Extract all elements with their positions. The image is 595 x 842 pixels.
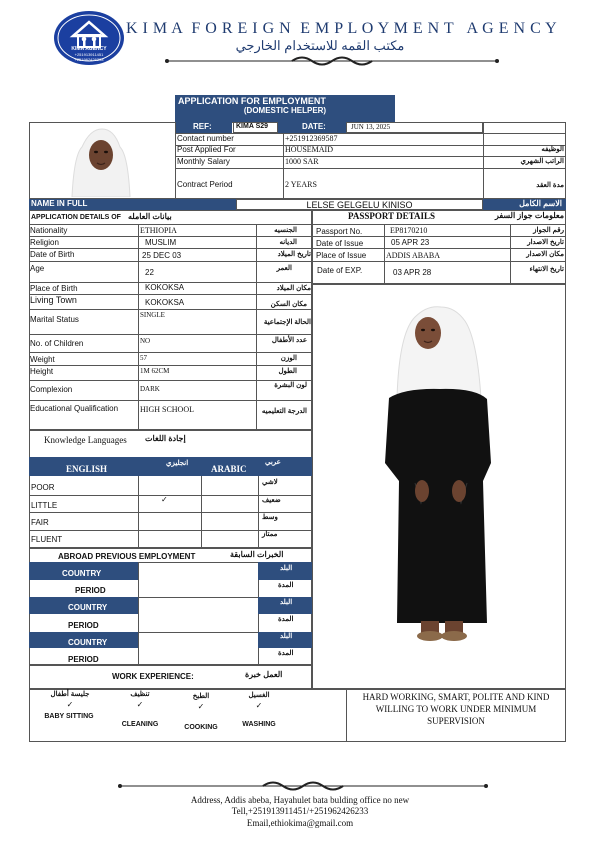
contract-label: Contract Period bbox=[177, 180, 233, 189]
complexion-arabic: لون البشرة bbox=[274, 382, 307, 389]
children-label: No. of Children bbox=[30, 339, 84, 348]
education-label: Educational Qualification bbox=[30, 404, 119, 413]
agency-name: K I M A F O R E I G N E M P L O Y M E N T A G E N C Y bbox=[126, 20, 558, 37]
issue-place-arabic: مكان الاصدار bbox=[526, 251, 564, 258]
skill-babysitting-label: BABY SITTING bbox=[44, 713, 94, 720]
date-label: DATE: bbox=[278, 122, 346, 133]
contract-value: 2 YEARS bbox=[285, 180, 317, 189]
passport-title: PASSPORT DETAILS bbox=[348, 211, 435, 221]
abroad-period-1: PERIOD bbox=[75, 586, 106, 595]
level-fair-arabic: وسط bbox=[262, 514, 278, 521]
abroad-period-1-ar: المدة bbox=[278, 582, 294, 589]
details-section-arabic: بيانات العامله bbox=[128, 212, 172, 221]
pob-value: KOKOKSA bbox=[145, 283, 185, 292]
height-arabic: الطول bbox=[278, 368, 297, 375]
complexion-value: DARK bbox=[140, 385, 160, 393]
pob-label: Place of Birth bbox=[30, 284, 78, 293]
name-arabic: الاسم الكامل bbox=[483, 199, 566, 210]
logo-phone-2: +251962426233 bbox=[74, 57, 104, 62]
complexion-label: Complexion bbox=[30, 385, 73, 394]
level-little-label: LITTLE bbox=[31, 501, 58, 510]
abroad-period-2-ar: المدة bbox=[278, 616, 294, 623]
nationality-label: Nationality bbox=[30, 226, 68, 235]
abroad-country-3-ar: البلد bbox=[280, 633, 293, 640]
age-arabic: العمر bbox=[276, 265, 292, 272]
post-value: HOUSEMAID bbox=[285, 145, 333, 154]
salary-value: 1000 SAR bbox=[285, 157, 319, 166]
dob-value: 25 DEC 03 bbox=[142, 251, 182, 260]
town-value: KOKOKSA bbox=[145, 298, 185, 307]
skill-babysitting-arabic: جليسة أطفال bbox=[50, 691, 90, 698]
age-label: Age bbox=[30, 264, 45, 273]
logo-text: KIMA AGENCY bbox=[71, 46, 107, 52]
skill-cleaning-label: CLEANING bbox=[121, 721, 159, 728]
experience-title: WORK EXPERIENCE: bbox=[112, 672, 194, 681]
abroad-country-2-ar: البلد bbox=[280, 599, 293, 606]
name-label: NAME IN FULL bbox=[29, 199, 236, 210]
issue-date-arabic: تاريخ الاصدار bbox=[527, 239, 564, 246]
issue-place-value: ADDIS ABABA bbox=[386, 251, 441, 260]
title-line2: (DOMESTIC HELPER) bbox=[243, 106, 327, 115]
nationality-value: ETHIOPIA bbox=[140, 226, 177, 235]
post-arabic: الوظيفه bbox=[541, 146, 564, 153]
pob-arabic: مكان الميلاد bbox=[276, 285, 311, 292]
ref-label: REF: bbox=[175, 122, 232, 133]
skill-cooking-check: ✓ bbox=[197, 702, 205, 711]
height-label: Height bbox=[30, 367, 54, 376]
religion-value: MUSLIM bbox=[145, 238, 177, 247]
english-label: ENGLISH bbox=[66, 464, 108, 474]
remarks-text: HARD WORKING, SMART, POLITE AND KIND WILLING TO WORK UNDER MINIMUM SUPERVISION bbox=[362, 692, 550, 726]
religion-label: Religion bbox=[30, 238, 59, 247]
abroad-country-1: COUNTRY bbox=[62, 569, 102, 578]
passport-no-value: EP8170210 bbox=[390, 226, 428, 235]
application-title bbox=[175, 95, 395, 122]
abroad-country-1-ar: البلد bbox=[280, 565, 293, 572]
skill-washing-label: WASHING bbox=[242, 721, 276, 728]
arabic-arabic: عربي bbox=[265, 459, 281, 466]
contract-arabic: مدة العقد bbox=[536, 182, 564, 189]
level-little-arabic: ضعيف bbox=[262, 497, 281, 504]
skill-cleaning-check: ✓ bbox=[136, 700, 144, 709]
expiry-label: Date of EXP. bbox=[317, 266, 363, 275]
dob-label: Date of Birth bbox=[30, 250, 75, 259]
issue-place-label: Place of Issue bbox=[316, 251, 367, 260]
salary-label: Monthly Salary bbox=[177, 157, 230, 166]
passport-no-label: Passport No. bbox=[316, 227, 363, 236]
abroad-period-2: PERIOD bbox=[68, 621, 99, 630]
weight-label: Weight bbox=[30, 355, 55, 364]
skill-washing-check: ✓ bbox=[255, 701, 263, 710]
title-line1: APPLICATION FOR EMPLOYMENT bbox=[178, 96, 326, 106]
marital-value: SINGLE bbox=[140, 311, 165, 319]
arabic-label: ARABIC bbox=[211, 464, 247, 474]
skill-cooking-arabic: الطبخ bbox=[192, 693, 210, 700]
level-fluent-arabic: ممتاز bbox=[262, 531, 278, 538]
agency-logo bbox=[53, 10, 125, 66]
expiry-value: 03 APR 28 bbox=[393, 268, 432, 277]
experience-title-arabic: العمل خبرة bbox=[245, 670, 283, 679]
abroad-title-arabic: الخبرات السابقة bbox=[230, 550, 284, 559]
abroad-country-3: COUNTRY bbox=[68, 638, 108, 647]
footer-address: Address, Addis abeba, Hayahulet bata bulding office no new bbox=[190, 795, 410, 805]
date-value: JUN 13, 2025 bbox=[346, 122, 483, 133]
marital-label: Marital Status bbox=[30, 315, 79, 324]
passport-title-arabic: معلومات جواز السفر bbox=[494, 211, 564, 220]
town-arabic: مكان السكن bbox=[270, 301, 307, 308]
languages-title: Knowledge Languages bbox=[44, 435, 127, 445]
town-label: Living Town bbox=[30, 295, 77, 305]
languages-title-arabic: إجادة اللغات bbox=[145, 434, 186, 443]
english-arabic: انجليزي bbox=[166, 460, 189, 467]
full-body-photo bbox=[375, 303, 505, 643]
footer-phones: Tell,+251913911451/+251962426233 bbox=[231, 806, 369, 816]
contact-value: +251912369587 bbox=[285, 134, 338, 143]
nationality-arabic: الجنسيه bbox=[274, 227, 297, 234]
abroad-country-2: COUNTRY bbox=[68, 603, 108, 612]
abroad-period-3-ar: المدة bbox=[278, 650, 294, 657]
abroad-period-3: PERIOD bbox=[68, 655, 99, 664]
abroad-title: ABROAD PREVIOUS EMPLOYMENT bbox=[58, 552, 196, 561]
issue-date-value: 05 APR 23 bbox=[391, 238, 430, 247]
level-fair-label: FAIR bbox=[31, 518, 49, 527]
weight-arabic: الوزن bbox=[280, 355, 297, 362]
children-arabic: عدد الأطفال bbox=[271, 337, 307, 344]
name-value: LELSE GELGELU KINISO bbox=[236, 199, 483, 210]
skill-cooking-label: COOKING bbox=[184, 724, 218, 731]
skill-babysitting-check: ✓ bbox=[66, 700, 74, 709]
religion-arabic: الديانه bbox=[279, 239, 297, 246]
headshot-photo bbox=[62, 125, 140, 197]
dob-arabic: تاريخ الميلاد bbox=[277, 251, 311, 258]
details-section-label: APPLICATION DETAILS OF bbox=[31, 214, 121, 221]
height-value: 1M 62CM bbox=[140, 367, 170, 375]
education-arabic: الدرجة التعليميه bbox=[261, 408, 307, 415]
post-label: Post Applied For bbox=[177, 145, 236, 154]
children-value: NO bbox=[140, 337, 151, 345]
ref-value: KIMA S29 bbox=[233, 122, 278, 133]
contact-label: Contact number bbox=[177, 134, 234, 143]
level-poor-arabic: لاشي bbox=[262, 479, 278, 486]
weight-value: 57 bbox=[140, 354, 147, 362]
footer-email: Email,ethiokima@gmail.com bbox=[246, 818, 354, 828]
education-value: HIGH SCHOOL bbox=[140, 405, 194, 414]
salary-arabic: الراتب الشهري bbox=[520, 158, 564, 165]
skill-washing-arabic: الغسيل bbox=[248, 692, 270, 699]
age-value: 22 bbox=[145, 268, 154, 277]
skill-cleaning-arabic: تنظيف bbox=[130, 691, 150, 698]
expiry-arabic: تاريخ الانتهاء bbox=[529, 266, 564, 273]
level-fluent-label: FLUENT bbox=[31, 535, 63, 544]
logo-phone-1: +251913911451 bbox=[74, 52, 104, 57]
passport-no-arabic: رقم الجواز bbox=[533, 227, 564, 234]
footer-ornament bbox=[118, 779, 488, 793]
level-poor-label: POOR bbox=[31, 483, 55, 492]
level-little-english-check: ✓ bbox=[161, 495, 168, 504]
issue-date-label: Date of Issue bbox=[316, 239, 364, 248]
marital-arabic: الحالة الإجتماعية bbox=[263, 319, 311, 326]
agency-name-arabic: مكتب القمه للاستخدام الخارجي bbox=[235, 38, 405, 53]
header-ornament bbox=[165, 54, 499, 68]
